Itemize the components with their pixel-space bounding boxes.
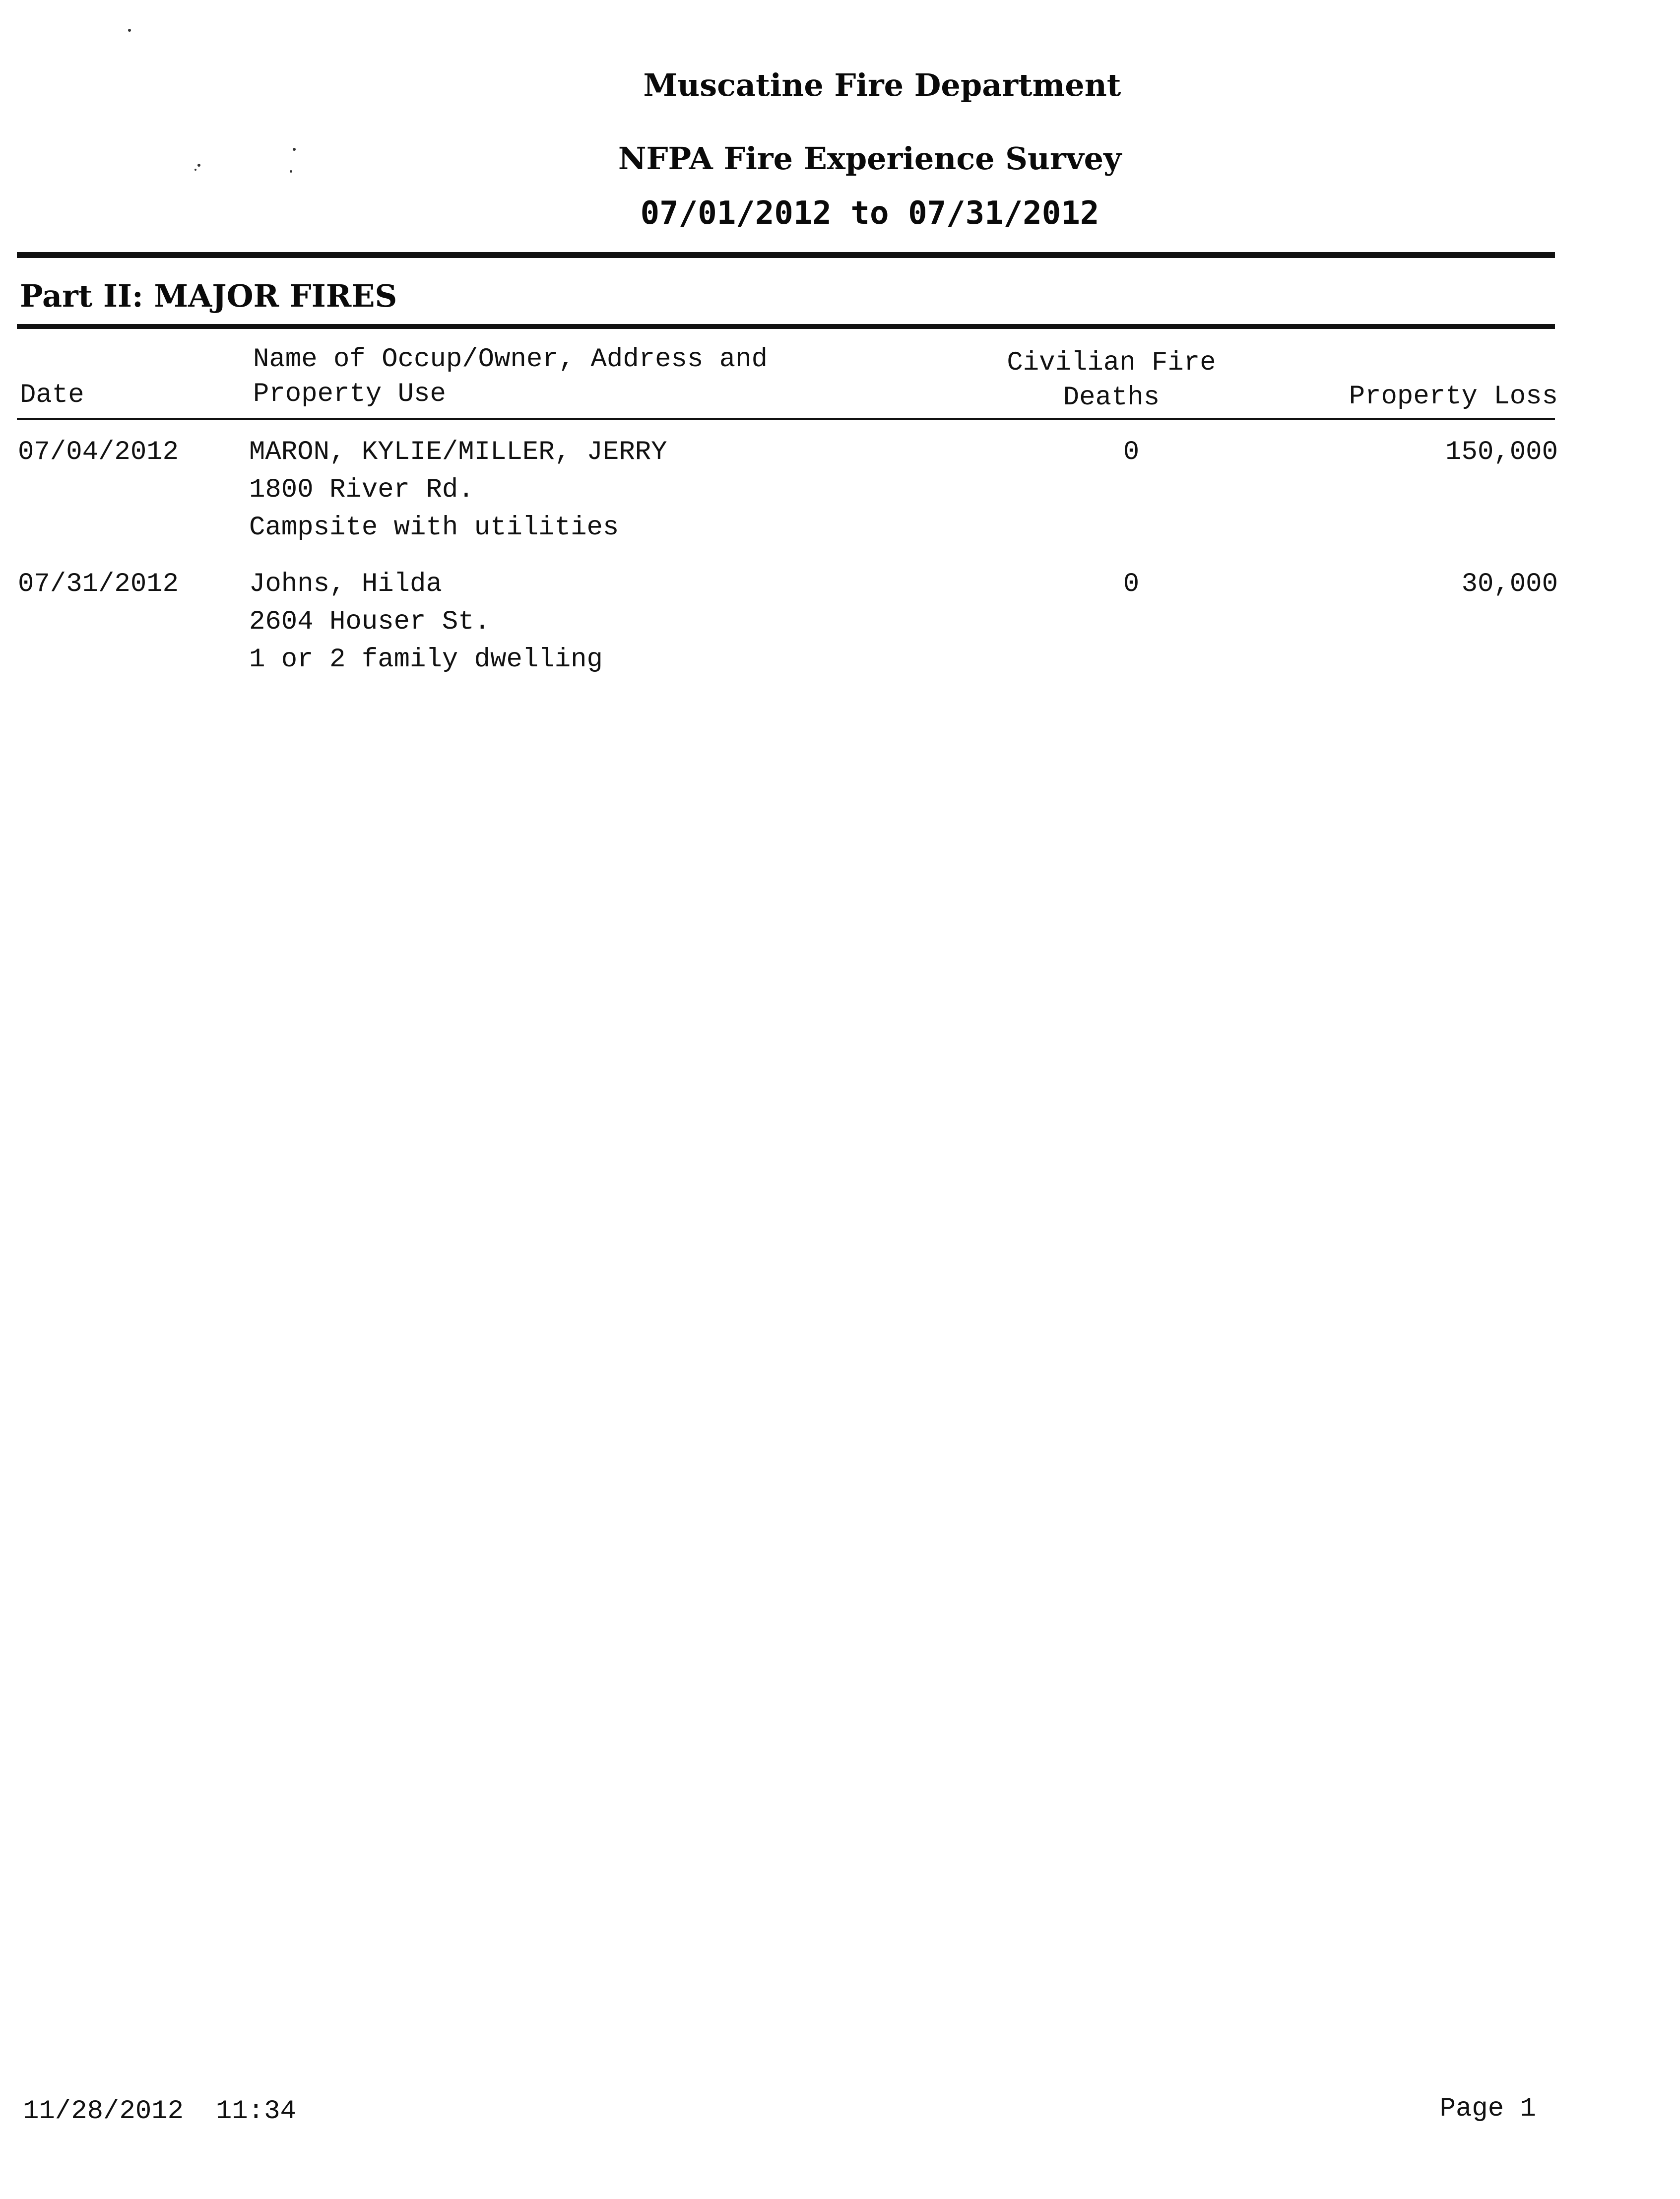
column-header-civilian-line1: Civilian Fire	[1007, 348, 1216, 378]
row-owner-name: MARON, KYLIE/MILLER, JERRY	[249, 437, 667, 467]
header-divider	[17, 252, 1555, 258]
row-date: 07/04/2012	[18, 437, 179, 467]
row-address: 1800 River Rd.	[249, 475, 474, 505]
row-property-use: 1 or 2 family dwelling	[249, 645, 603, 675]
date-range: 07/01/2012 to 07/31/2012	[640, 195, 1099, 232]
column-header-name	[253, 342, 768, 412]
row-address: 2604 Houser St.	[249, 607, 491, 637]
column-header-name-line1: Name of Occup/Owner, Address and	[253, 344, 768, 375]
print-timestamp: 11/28/2012 11:34	[23, 2096, 296, 2127]
page-number: Page 1	[1439, 2094, 1536, 2124]
row-owner-name: Johns, Hilda	[249, 569, 442, 599]
section-title: Part II: MAJOR FIRES	[20, 278, 397, 314]
section-divider	[17, 324, 1555, 329]
column-header-civilian-deaths	[972, 346, 1250, 415]
column-header-name-line2: Property Use	[253, 379, 446, 409]
column-header-property-loss: Property Loss	[1349, 382, 1558, 412]
row-date: 07/31/2012	[18, 569, 179, 599]
column-header-civilian-line2: Deaths	[1063, 383, 1160, 413]
row-property-loss: 150,000	[1445, 437, 1558, 467]
scan-speck	[128, 29, 131, 32]
row-details	[249, 566, 603, 679]
column-header-date: Date	[20, 380, 84, 410]
department-title: Muscatine Fire Department	[643, 67, 1121, 103]
row-civilian-deaths: 0	[1123, 569, 1140, 599]
survey-title: NFPA Fire Experience Survey	[618, 140, 1122, 177]
row-property-use: Campsite with utilities	[249, 513, 619, 543]
row-details	[249, 434, 667, 547]
row-property-loss: 30,000	[1461, 569, 1558, 599]
column-header-divider	[17, 418, 1555, 420]
row-civilian-deaths: 0	[1123, 437, 1140, 467]
